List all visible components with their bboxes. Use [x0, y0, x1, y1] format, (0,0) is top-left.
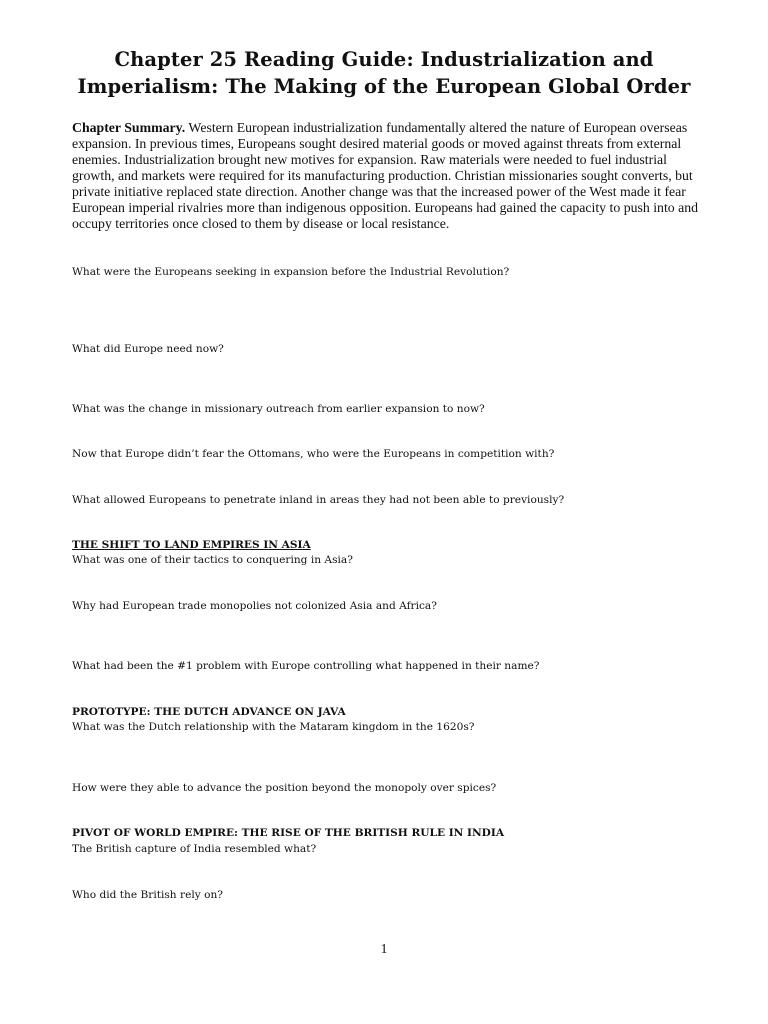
question-1: What were the Europeans seeking in expansion before the Industrial Revolution?	[72, 266, 510, 278]
title-line-2: Imperialism: The Making of the European Global Order	[77, 75, 691, 98]
section-heading-dutch-java: PROTOTYPE: THE DUTCH ADVANCE ON JAVA	[72, 706, 346, 718]
summary-text: Western European industrialization fundamentally altered the nature of European overseas expansion. In previous times, Europeans sought desired material goods or moved against threats from external enemies. Industrialization brought new motives for expansion. Raw materials were needed to fuel industrial growth, and markets were required for its manufacturing production. Christian missionaries sought converts, but private initiative replaced state direction. Another change was that the increased power of the West made it fear European imperial rivalries more than indigenous opposition. Europeans had gained the capacity to push into and occupy territories once closed to them by disease or local resistance.	[72, 120, 699, 231]
question-5: What allowed Europeans to penetrate inland in areas they had not been able to previously?	[72, 494, 565, 506]
question-4: Now that Europe didn’t fear the Ottomans, who were the Europeans in competition with?	[72, 448, 555, 460]
question-3: What was the change in missionary outreach from earlier expansion to now?	[72, 403, 485, 415]
question-10: How were they able to advance the position beyond the monopoly over spices?	[72, 782, 497, 794]
question-11: The British capture of India resembled what?	[72, 843, 317, 855]
question-12: Who did the British rely on?	[72, 889, 223, 901]
section-heading-land-empires: THE SHIFT TO LAND EMPIRES IN ASIA	[72, 539, 311, 551]
section-heading-british-india: PIVOT OF WORLD EMPIRE: THE RISE OF THE BRITISH RULE IN INDIA	[72, 827, 505, 839]
summary-lead: Chapter Summary.	[72, 120, 186, 135]
title-line-1: Chapter 25 Reading Guide: Industrialization and	[114, 48, 654, 71]
question-9: What was the Dutch relationship with the Mataram kingdom in the 1620s?	[72, 721, 475, 733]
page-number: 1	[380, 942, 388, 957]
question-7: Why had European trade monopolies not colonized Asia and Africa?	[72, 600, 437, 612]
question-8: What had been the #1 problem with Europe controlling what happened in their name?	[72, 660, 540, 672]
question-6: What was one of their tactics to conquering in Asia?	[72, 554, 353, 566]
page-title	[40, 46, 728, 100]
chapter-summary	[72, 120, 712, 232]
question-2: What did Europe need now?	[72, 343, 224, 355]
